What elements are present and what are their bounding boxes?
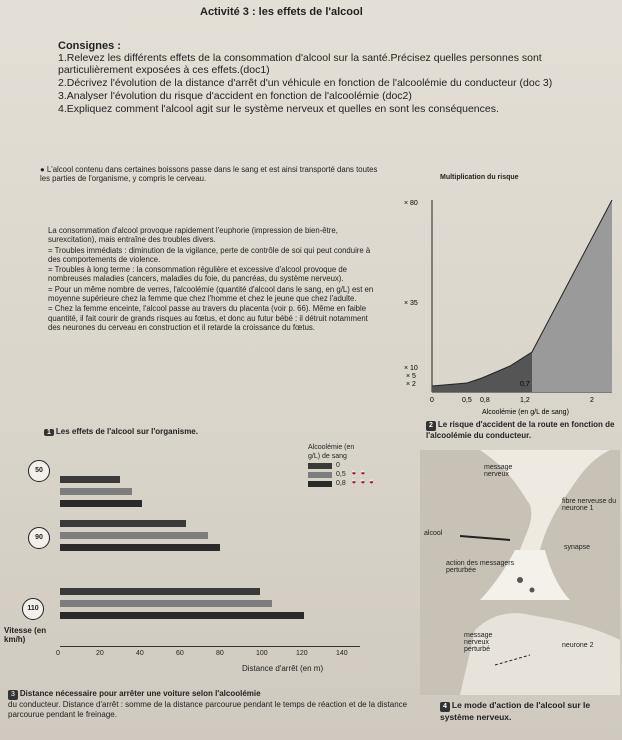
messenger-dot (530, 588, 535, 593)
doc1-p1: La consommation d'alcool provoque rapidement l'euphorie (impression de bien-être, surexcitation), mais entraîne des troubles divers. (48, 226, 338, 245)
doc1-intro-text: L'alcool contenu dans certaines boissons passe dans le sang et est ainsi transporté dans toutes les parties de l'organisme, y compris le cerveau. (40, 165, 378, 184)
doc1-p2: = Troubles immédiats : diminution de la vigilance, perte de contrôle de soi qui peut conduire à des comportements de violence. (48, 245, 371, 264)
doc3-caption-title: Distance nécessaire pour arrêter une voiture selon l'alcoolémie (19, 689, 261, 698)
speed-sign-110: 110 (22, 598, 44, 620)
glass-icon: 🍷🍷🍷 (349, 480, 376, 487)
x-tick-label: 0 (56, 650, 60, 657)
x-tick-label: 100 (256, 650, 268, 657)
doc1-p4: = Pour un même nombre de verres, l'alcoolémie (quantité d'alcool dans le sang, en g/L) est en moyenne supérieure chez la femme que chez l'homme et chez le jeune que chez l'adulte. (48, 284, 374, 304)
doc4-caption-num: 4 (440, 702, 450, 712)
x-tick-label: 60 (176, 650, 184, 657)
bar-speed-50-alc-0,5 (60, 488, 132, 495)
bar-speed-90-alc-0,8 (60, 544, 220, 551)
risk-y-tick: × 80 (404, 200, 418, 207)
legend-row (308, 470, 376, 479)
doc2-caption-text: Le risque d'accident de la route en fonction de l'alcoolémie du conducteur. (426, 420, 615, 440)
legend-title: Alcoolémie (en g/L) de sang (308, 444, 355, 460)
bullet-dot-icon: ● (40, 165, 47, 174)
bar-speed-90-alc-0,5 (60, 532, 208, 539)
label-synapse: synapse (564, 544, 591, 551)
legend-label: 0,5 (336, 471, 346, 478)
consignes-list (58, 52, 578, 116)
risk-y-tick: × 35 (404, 300, 418, 307)
consigne-item: 2.Décrivez l'évolution de la distance d'arrêt d'un véhicule en fonction de l'alcoolémie du conducteur (doc 3) (58, 77, 553, 89)
risk-area-low (432, 352, 532, 392)
legend-swatch (308, 481, 332, 487)
doc1-p5: = Chez la femme enceinte, l'alcool passe au travers du placenta (voir p. 66). Même en faible quantité, il fait courir de grands risques au fœtus, et donc au futur bébé : il détruit notamment des neurones du cerveau en construction et il retarde la croissance du fœtus. (48, 304, 368, 332)
chart-legend (308, 443, 376, 488)
y-axis-label: Vitesse (en km/h) (4, 626, 47, 644)
consignes-heading: Consignes : (58, 40, 121, 52)
doc1-p3: = Troubles à long terme : la consommation régulière et excessive d'alcool provoque de nombreuses maladies (cancers, maladies du foie, du pancréas, du système nerveux). (48, 265, 348, 284)
risk-x-tick: 0,8 (480, 397, 490, 404)
doc3-caption-text: du conducteur. Distance d'arrêt : somme de la distance parcourue pendant le temps de réaction et de la distance parcourue pendant le freinage. (8, 700, 408, 719)
risk-y-tick: × 5 (406, 373, 416, 380)
legend-swatch (308, 472, 332, 478)
risk-x-tick: 0,5 (462, 397, 472, 404)
speed-sign-90: 90 (28, 527, 50, 549)
label-message: message nerveux (484, 464, 513, 478)
doc2-caption (426, 420, 622, 441)
legend-swatch (308, 463, 332, 469)
doc1-caption-text: Les effets de l'alcool sur l'organisme. (55, 427, 198, 436)
consigne-item: 4.Expliquez comment l'alcool agit sur le système nerveux et quelles en sont les conséquences. (58, 103, 499, 115)
page-title: Activité 3 : les effets de l'alcool (200, 6, 363, 18)
label-fibre: fibre nerveuse du neurone 1 (562, 498, 617, 512)
doc4-caption (440, 700, 622, 722)
risk-x-tick: 1,2 (520, 397, 530, 404)
speed-sign-50: 50 (28, 460, 50, 482)
risk-x-tick: 2 (590, 397, 594, 404)
label-action: action des messagers perturbée (446, 560, 515, 574)
doc1-caption-num: 1 (44, 429, 54, 436)
doc3-caption-num: 3 (8, 690, 18, 700)
x-axis-label: Distance d'arrêt (en m) (242, 664, 324, 673)
consigne-item: 3.Analyser l'évolution du risque d'accident en fonction de l'alcoolémie (doc2) (58, 90, 412, 102)
doc3-caption (0, 689, 438, 720)
x-axis-line (60, 646, 360, 647)
bar-speed-110-alc-0 (60, 588, 260, 595)
label-message-2: message nerveux perturbé (464, 632, 493, 653)
legend-row (308, 479, 376, 488)
messenger-dot (517, 577, 523, 583)
risk-graph (392, 180, 618, 420)
label-neurone-2: neurone 2 (562, 642, 594, 649)
bar-speed-50-alc-0,8 (60, 500, 142, 507)
bar-speed-50-alc-0 (60, 476, 120, 483)
legend-label: 0 (336, 462, 340, 469)
consigne-item: 1.Relevez les différents effets de la consommation d'alcool sur la santé.Précisez quelles personnes sont particulièrement exposées à ces effets.(doc1) (58, 52, 542, 76)
legend-row (308, 461, 376, 470)
x-tick-label: 140 (336, 650, 348, 657)
doc2-caption-num: 2 (426, 421, 436, 431)
risk-x-tick: 0 (430, 397, 434, 404)
label-alcool: alcool (424, 530, 443, 537)
risk-y-tick: × 10 (404, 365, 418, 372)
legend-label: 0,8 (336, 480, 346, 487)
doc1-body (48, 226, 378, 333)
doc1-caption (44, 427, 198, 436)
doc2-title: Multiplication du risque (440, 174, 519, 181)
risk-x-label: Alcoolémie (en g/L de sang) (482, 409, 569, 416)
risk-y-tick: × 2 (406, 381, 416, 388)
x-tick-label: 80 (216, 650, 224, 657)
x-tick-label: 120 (296, 650, 308, 657)
x-tick-label: 40 (136, 650, 144, 657)
doc4-caption-text: Le mode d'action de l'alcool sur le système nerveux. (440, 700, 591, 722)
bar-speed-110-alc-0,8 (60, 612, 304, 619)
bar-speed-110-alc-0,5 (60, 600, 272, 607)
risk-point-label: 0,7 (520, 381, 530, 388)
doc1-intro (40, 165, 385, 184)
bar-speed-90-alc-0 (60, 520, 186, 527)
x-tick-label: 20 (96, 650, 104, 657)
glass-icon: 🍷🍷 (349, 471, 368, 478)
